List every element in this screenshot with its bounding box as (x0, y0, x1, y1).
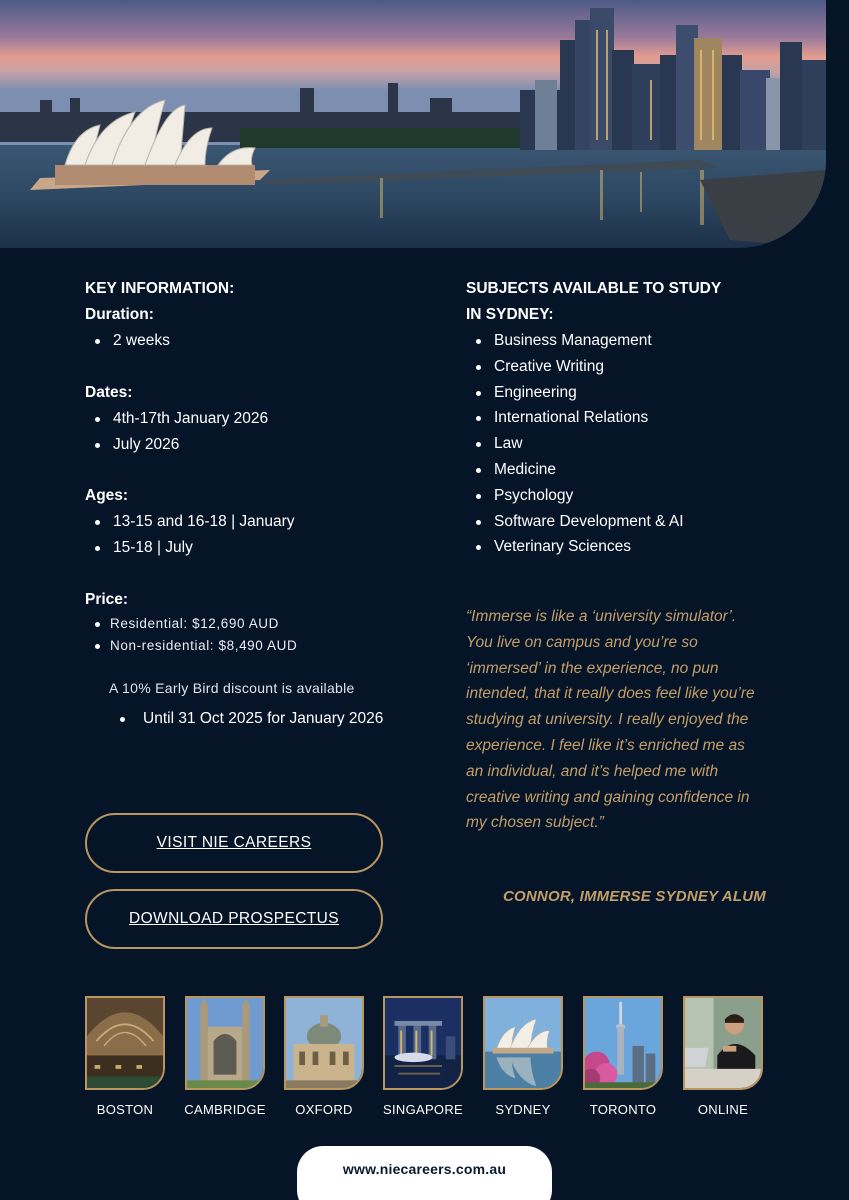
list-item: Medicine (466, 457, 796, 483)
list-item: 15-18 | July (85, 535, 425, 561)
sydney-opera-house-photo (483, 996, 563, 1090)
subjects-section (466, 276, 796, 560)
location-label: BOSTON (96, 1102, 154, 1117)
singapore-skyline-photo (383, 996, 463, 1090)
subjects-list (466, 328, 796, 560)
list-item: Psychology (466, 483, 796, 509)
download-prospectus-button[interactable]: DOWNLOAD PROSPECTUS (85, 889, 383, 949)
price-list (85, 613, 425, 658)
visit-nie-careers-button[interactable]: VISIT NIE CAREERS (85, 813, 383, 873)
testimonial-author: CONNOR, IMMERSE SYDNEY ALUM (503, 888, 766, 905)
list-item: Creative Writing (466, 354, 796, 380)
location-cambridge[interactable] (185, 996, 265, 1117)
list-item: 2 weeks (85, 328, 425, 354)
location-oxford[interactable] (284, 996, 364, 1117)
location-label: ONLINE (697, 1102, 749, 1117)
early-bird-note: A 10% Early Bird discount is available (109, 679, 355, 696)
list-item: Veterinary Sciences (466, 534, 796, 560)
website-url[interactable]: www.niecareers.com.au (342, 1161, 507, 1177)
list-item: Residential: $12,690 AUD (85, 613, 425, 636)
list-item: International Relations (466, 405, 796, 431)
list-item: Engineering (466, 380, 796, 406)
list-item: Law (466, 431, 796, 457)
list-item: 4th-17th January 2026 (85, 406, 425, 432)
location-toronto[interactable] (583, 996, 663, 1117)
location-label: OXFORD (295, 1102, 353, 1117)
duration-list (85, 328, 425, 354)
online-student-photo (683, 996, 763, 1090)
list-item: 13-15 and 16-18 | January (85, 509, 425, 535)
early-bird-deadline: Until 31 Oct 2025 for January 2026 (85, 710, 425, 728)
key-information-heading: KEY INFORMATION: (85, 280, 235, 297)
ages-list (85, 509, 425, 561)
subjects-heading-line2: IN SYDNEY: (466, 306, 554, 323)
location-sydney[interactable] (483, 996, 563, 1117)
key-information (85, 276, 425, 728)
testimonial-quote: “Immerse is like a ‘university simulator’. You live on campus and you’re so ‘immersed’ in the experience, no pun intended, that it really does feel like you’re studying at university. I really enjoyed the experience. I feel like it’s enriched me as an individual, and it’s helped me with creative writing and gaining confidence in my chosen subject.” (466, 608, 755, 832)
subjects-heading-line1: SUBJECTS AVAILABLE TO STUDY (466, 280, 722, 297)
duration-label: Duration: (85, 306, 154, 323)
list-item: July 2026 (85, 432, 425, 458)
location-boston[interactable] (85, 996, 165, 1117)
dates-list (85, 406, 425, 458)
boston-library-photo (85, 996, 165, 1090)
location-label: CAMBRIDGE (184, 1102, 266, 1117)
toronto-cn-tower-photo (583, 996, 663, 1090)
list-item: Business Management (466, 328, 796, 354)
location-label: SYDNEY (495, 1102, 551, 1117)
dates-label: Dates: (85, 383, 133, 401)
website-url-footer[interactable] (297, 1146, 552, 1200)
location-label: SINGAPORE (383, 1102, 463, 1117)
ages-label: Ages: (85, 487, 129, 505)
location-label: TORONTO (589, 1102, 657, 1117)
price-label: Price: (85, 590, 129, 608)
list-item: Software Development & AI (466, 509, 796, 535)
location-singapore[interactable] (383, 996, 463, 1117)
hero-image (0, 0, 826, 248)
list-item: Non-residential: $8,490 AUD (85, 635, 425, 658)
oxford-building-photo (284, 996, 364, 1090)
location-online[interactable] (683, 996, 763, 1117)
cambridge-chapel-photo (185, 996, 265, 1090)
